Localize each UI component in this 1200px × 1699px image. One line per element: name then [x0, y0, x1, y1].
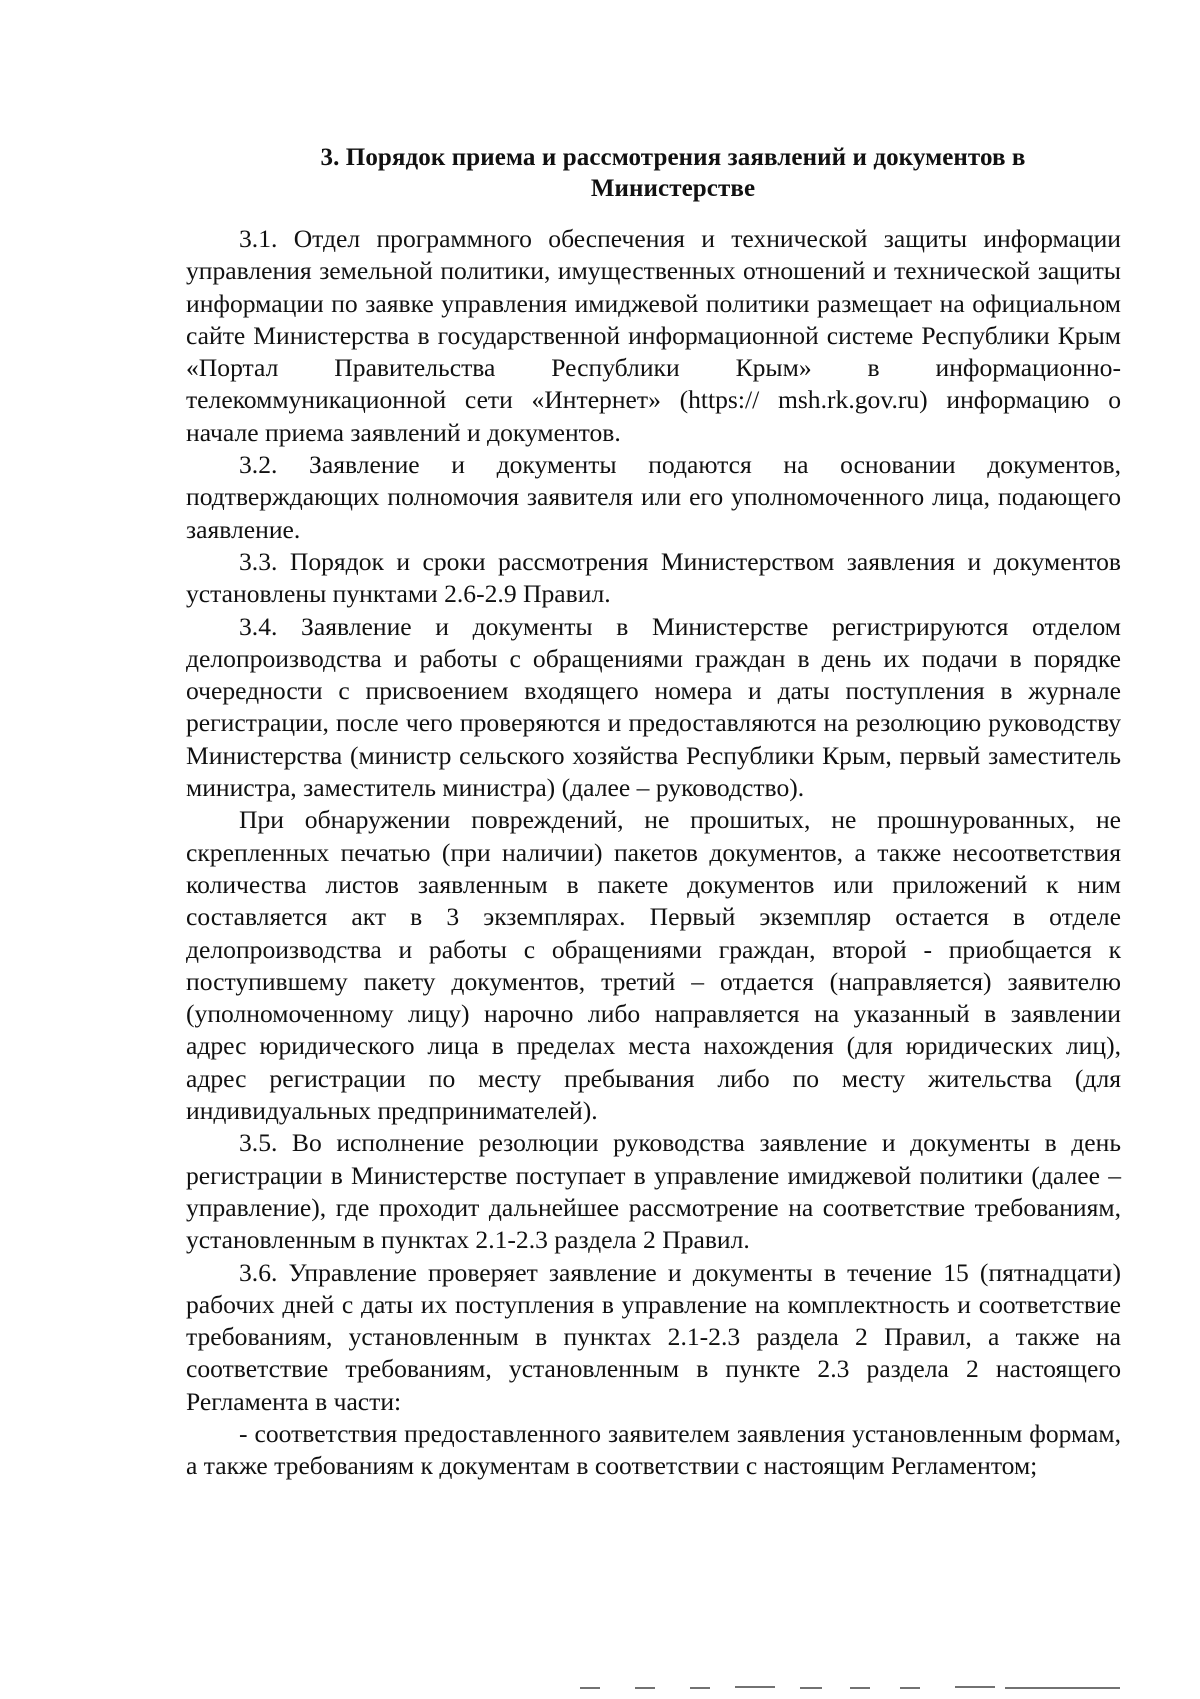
- paragraph-3-1: 3.1. Отдел программного обеспечения и технической защиты информации управления земельной политики, имущественных отношений и технической защиты информации по заявке управления имиджевой политики размещает на официальном сайте Министерства в государственной информационной системе Республики Крым «Портал Правительства Республики Крым» в информационно-телекоммуникационной сети «Интернет» (https:// msh.rk.gov.ru) информацию о начале приема заявлений и документов.: [186, 224, 1121, 447]
- section-heading: 3. Порядок приема и рассмотрения заявлений и документов в Министерстве: [320, 144, 1026, 202]
- paragraph-3-3: 3.3. Порядок и сроки рассмотрения Министерством заявления и документов установлены пунктами 2.6-2.9 Правил.: [186, 546, 1121, 609]
- paragraph-3-4: 3.4. Заявление и документы в Министерстве регистрируются отделом делопроизводства и работы с обращениями граждан в день их подачи в порядке очередности с присвоением входящего номера и даты поступления в журнале регистрации, после чего проверяются и предоставляются на резолюцию руководству Министерства (министр сельского хозяйства Республики Крым, первый заместитель министра, заместитель министра) (далее – руководство).: [186, 611, 1121, 803]
- paragraph-3-4-defects: При обнаружении повреждений, не прошитых, не прошнурованных, не скрепленных печатью (при наличии) пакетов документов, а также несоответствия количества листов заявленным в пакете документов или приложений к ним составляется акт в 3 экземплярах. Первый экземпляр остается в отделе делопроизводства и работы с обращениями граждан, второй - приобщается к поступившему пакету документов, третий – отдается (направляется) заявителю (уполномоченному лицу) нарочно либо направляется на указанный в заявлении адрес юридического лица в пределах места нахождения (для юридических лиц), адрес регистрации по месту пребывания либо по месту жительства (для индивидуальных предпринимателей).: [186, 805, 1121, 1126]
- paragraph-3-5: 3.5. Во исполнение резолюции руководства заявление и документы в день регистрации в Министерстве поступает в управление имиджевой политики (далее – управление), где проходит дальнейшее рассмотрение на соответствие требованиям, установленным в пунктах 2.1-2.3 раздела 2 Правил.: [186, 1128, 1121, 1255]
- paragraph-3-2: 3.2. Заявление и документы подаются на основании документов, подтверждающих полномочия заявителя или его уполномоченного лица, подающего заявление.: [186, 450, 1121, 544]
- list-item-form-compliance: - соответствия предоставленного заявителем заявления установленным формам, а также требованиям к документам в соответствии с настоящим Регламентом;: [186, 1418, 1121, 1481]
- paragraph-3-6: 3.6. Управление проверяет заявление и документы в течение 15 (пятнадцати) рабочих дней с даты их поступления в управление на комплектность и соответствие требованиям, установленным в пунктах 2.1-2.3 раздела 2 Правил, а также на соответствие требованиям, установленным в пункте 2.3 раздела 2 настоящего Регламента в части:: [186, 1257, 1121, 1416]
- document-body: [186, 223, 1121, 1483]
- scan-artifact-marks: [560, 1684, 1180, 1692]
